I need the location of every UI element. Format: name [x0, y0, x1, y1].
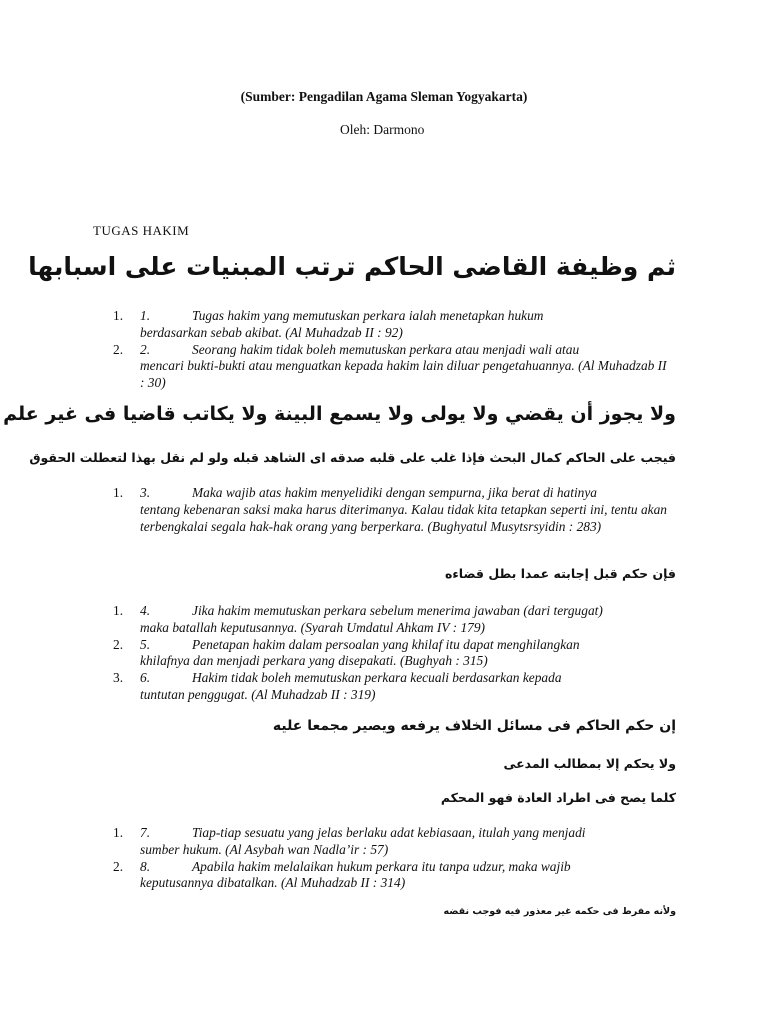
list-item-continuation: keputusannya dibatalkan. (Al Muhadzab II : 314) [140, 875, 406, 891]
list-item-body [140, 859, 673, 893]
list-item-subnumber: 3. [140, 485, 151, 500]
list-item [113, 637, 673, 671]
list-item-subnumber: 2. [140, 341, 151, 357]
list-item-number: 2. [113, 341, 124, 357]
list-item-number: 1. [113, 825, 124, 840]
list-item-subnumber: 4. [140, 603, 151, 618]
arabic-verse-1: ولا يجوز أن يقضي ولا يولى ولا يسمع البينة ولا يكاتب قاضيا فى غير علم [3, 403, 676, 425]
list-item-continuation: berdasarkan sebab akibat. (Al Muhadzab II : 92) [140, 324, 403, 340]
list-item-subnumber: 8. [140, 858, 151, 874]
list-item-body [140, 637, 673, 671]
arabic-verse-3: فإن حكم قبل إجابته عمدا بطل قضاءه [445, 566, 676, 581]
list-item [113, 485, 673, 535]
list-item [113, 308, 673, 342]
arabic-verse-6: كلما يصح فى اطراد العادة فهو المحكم [440, 790, 676, 805]
list-item-number: 1. [113, 485, 124, 500]
list-item-continuation: maka batallah keputusannya. (Syarah Umdatul Ahkam IV : 179) [140, 619, 486, 635]
list-item-text: Apabila hakim melalaikan hukum perkara itu tanpa udzur, maka wajib [192, 858, 571, 874]
list-item-body [140, 603, 673, 637]
list-item-text: Jika hakim memutuskan perkara sebelum menerima jawaban (dari tergugat) [192, 603, 603, 618]
ordered-list-c [113, 603, 673, 704]
list-item-subnumber: 1. [140, 308, 151, 323]
arabic-title: ثم وظيفة القاضى الحاكم ترتب المبنيات على اسبابها [28, 252, 676, 281]
source-line: (Sumber: Pengadilan Agama Sleman Yogyakarta) [240, 89, 528, 104]
list-item-continuation: khilafnya dan menjadi perkara yang disepakati. (Bughyah : 315) [140, 653, 488, 669]
list-item-body [140, 485, 673, 535]
list-item [113, 859, 673, 893]
arabic-verse-7: ولأنه مفرط فى حكمه غير معذور فيه فوجب نقضه [443, 906, 676, 917]
list-item-number: 1. [113, 308, 124, 323]
list-item-number: 2. [113, 858, 124, 874]
list-item-continuation: tentang kebenaran saksi maka harus diterimanya. Kalau tidak kita tetapkan seperti ini, tentu akan terbengkalai segala hak-hak orang yang berperkara. (Bughyatul Musytsrsyidin : 283) [140, 501, 667, 534]
arabic-verse-5: ولا يحكم إلا بمطالب المدعى [503, 756, 676, 771]
list-item-text: Penetapan hakim dalam persoalan yang khilaf itu dapat menghilangkan [192, 636, 580, 652]
list-item-text: Maka wajib atas hakim menyelidiki dengan sempurna, jika berat di hatinya [192, 485, 598, 500]
list-item-number: 2. [113, 636, 124, 652]
list-item-number: 3. [113, 670, 124, 686]
arabic-verse-4: إن حكم الحاكم فى مسائل الخلاف يرفعه ويصير مجمعا عليه [272, 718, 676, 734]
section-heading: TUGAS HAKIM [93, 223, 190, 238]
arabic-verse-2: فيجب على الحاكم كمال البحث فإذا غلب على قلبه صدقه اى الشاهد قبله ولو لم نقل بهذا لتعطلت الحقوق [29, 450, 676, 465]
list-item-text: Tiap-tiap sesuatu yang jelas berlaku adat kebiasaan, itulah yang menjadi [192, 825, 586, 840]
list-item-continuation: mencari bukti-bukti atau menguatkan kepada hakim lain diluar pengetahuannya. (Al Muhadzab II : 30) [140, 358, 667, 391]
list-item [113, 342, 673, 392]
list-item-text: Seorang hakim tidak boleh memutuskan perkara atau menjadi wali atau [192, 341, 580, 357]
list-item-text: Hakim tidak boleh memutuskan perkara kecuali berdasarkan kepada [192, 670, 562, 686]
list-item-continuation: sumber hukum. (Al Asybah wan Nadla’ir : 57) [140, 841, 389, 857]
list-item-body [140, 342, 673, 392]
list-item-text: Tugas hakim yang memutuskan perkara ialah menetapkan hukum [192, 308, 544, 323]
ordered-list-a [113, 308, 673, 392]
list-item-number: 1. [113, 603, 124, 618]
ordered-list-b [113, 485, 673, 535]
author-line: Oleh: Darmono [340, 122, 425, 137]
list-item-continuation: tuntutan penggugat. (Al Muhadzab II : 319) [140, 686, 376, 702]
list-item-subnumber: 7. [140, 825, 151, 840]
list-item-subnumber: 5. [140, 636, 151, 652]
list-item [113, 825, 673, 859]
ordered-list-d [113, 825, 673, 892]
list-item-body [140, 670, 673, 704]
list-item [113, 603, 673, 637]
list-item-subnumber: 6. [140, 670, 151, 686]
list-item-body [140, 825, 673, 859]
list-item-body [140, 308, 673, 342]
list-item [113, 670, 673, 704]
